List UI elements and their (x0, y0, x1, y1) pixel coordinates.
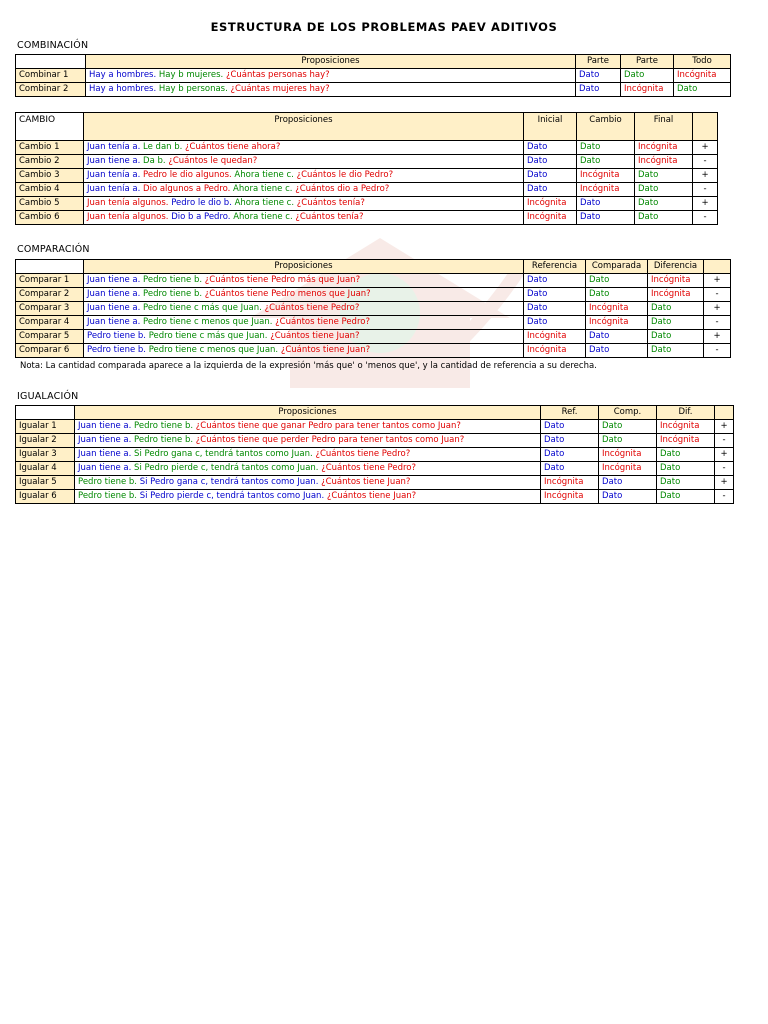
role-cell: Dato (648, 302, 704, 316)
table-row (16, 420, 734, 434)
proposition-cell (86, 69, 576, 83)
role-cell: Dato (635, 211, 693, 225)
proposition-cell (75, 420, 541, 434)
proposition-cell (84, 141, 524, 155)
operation-sign: - (715, 434, 734, 448)
role-cell: Dato (524, 274, 586, 288)
proposition-segment: Ahora tiene c. (234, 198, 297, 208)
proposition-cell (84, 197, 524, 211)
header-corner (16, 260, 84, 274)
column-header (704, 260, 731, 274)
proposition-segment: ¿Cuántos tiene que ganar Pedro para tener tantos como Juan? (195, 421, 461, 431)
row-label: Cambio 4 (16, 183, 84, 197)
row-label: Igualar 2 (16, 434, 75, 448)
role-cell: Dato (657, 490, 715, 504)
role-cell: Incógnita (648, 288, 704, 302)
cambio-table (15, 112, 718, 225)
proposition-cell (84, 169, 524, 183)
combinacion-table (15, 54, 731, 97)
role-cell: Incógnita (577, 183, 635, 197)
proposition-segment: Pedro le dio algunos. (143, 170, 235, 180)
role-cell: Dato (524, 169, 577, 183)
column-header: Ref. (541, 406, 599, 420)
column-header: Final (635, 113, 693, 141)
role-cell: Dato (586, 288, 648, 302)
column-header: Referencia (524, 260, 586, 274)
proposition-cell (84, 211, 524, 225)
proposition-segment: Pedro tiene c más que Juan. (148, 331, 271, 341)
proposition-cell (75, 434, 541, 448)
proposition-segment: Dio algunos a Pedro. (143, 184, 234, 194)
column-header: Comparada (586, 260, 648, 274)
role-cell: Incógnita (586, 316, 648, 330)
row-label: Igualar 4 (16, 462, 75, 476)
proposition-segment: Pedro tiene c menos que Juan. (148, 345, 281, 355)
proposition-cell (84, 330, 524, 344)
row-label: Combinar 1 (16, 69, 86, 83)
table-row (16, 330, 731, 344)
role-cell: Dato (599, 420, 657, 434)
role-cell: Dato (657, 448, 715, 462)
column-header: Proposiciones (86, 55, 576, 69)
role-cell: Dato (657, 476, 715, 490)
proposition-segment: ¿Cuántos tiene Juan? (326, 491, 417, 501)
table-row (16, 434, 734, 448)
role-cell: Incógnita (674, 69, 731, 83)
role-cell: Dato (576, 69, 621, 83)
role-cell: Dato (577, 197, 635, 211)
role-cell: Incógnita (524, 344, 586, 358)
proposition-cell (84, 274, 524, 288)
igualacion-table (15, 405, 734, 504)
proposition-segment: Hay a hombres. (89, 84, 159, 94)
role-cell: Dato (524, 288, 586, 302)
role-cell: Dato (524, 183, 577, 197)
operation-sign: - (704, 316, 731, 330)
proposition-cell (75, 490, 541, 504)
operation-sign: + (715, 448, 734, 462)
proposition-segment: Pedro tiene c más que Juan. (143, 303, 265, 313)
role-cell: Incógnita (635, 141, 693, 155)
proposition-segment: Juan tiene a. (87, 275, 144, 285)
proposition-segment: ¿Cuántos tiene que perder Pedro para tener tantos como Juan? (195, 435, 465, 445)
table-row (16, 344, 731, 358)
header-row (16, 406, 734, 420)
table-row (16, 448, 734, 462)
operation-sign: + (704, 274, 731, 288)
section-label-cambio: CAMBIO (16, 113, 84, 141)
operation-sign: + (715, 420, 734, 434)
table-row (16, 169, 718, 183)
proposition-cell (84, 288, 524, 302)
proposition-segment: Si Pedro gana c, tendrá tantos como Juan. (139, 477, 322, 487)
table-row (16, 462, 734, 476)
table-row (16, 197, 718, 211)
proposition-segment: ¿Cuántas personas hay? (225, 70, 330, 80)
role-cell: Dato (541, 448, 599, 462)
column-header: Proposiciones (84, 260, 524, 274)
column-header (693, 113, 718, 141)
proposition-segment: Juan tenía algunos. (87, 198, 172, 208)
proposition-segment: Si Pedro pierde c, tendrá tantos como Juan. (139, 491, 327, 501)
proposition-segment: ¿Cuántos tiene Juan? (270, 331, 360, 341)
row-label: Igualar 1 (16, 420, 75, 434)
table-row (16, 69, 731, 83)
row-label: Comparar 3 (16, 302, 84, 316)
role-cell: Dato (648, 316, 704, 330)
proposition-segment: Le dan b. (143, 142, 186, 152)
operation-sign: + (704, 330, 731, 344)
proposition-segment: Juan tiene a. (78, 435, 135, 445)
operation-sign: - (704, 344, 731, 358)
table-row (16, 211, 718, 225)
role-cell: Dato (577, 141, 635, 155)
operation-sign: + (693, 197, 718, 211)
role-cell: Incógnita (648, 274, 704, 288)
column-header: Proposiciones (75, 406, 541, 420)
section-label-igualacion: IGUALACIÓN (17, 391, 79, 402)
proposition-segment: Ahora tiene c. (234, 170, 297, 180)
role-cell: Dato (657, 462, 715, 476)
proposition-segment: Dio b a Pedro. (171, 212, 234, 222)
proposition-segment: Pedro tiene b. (78, 491, 140, 501)
role-cell: Dato (599, 434, 657, 448)
operation-sign: + (704, 302, 731, 316)
operation-sign: + (715, 476, 734, 490)
row-label: Cambio 6 (16, 211, 84, 225)
proposition-segment: Juan tiene a. (87, 289, 144, 299)
role-cell: Dato (635, 183, 693, 197)
header-row (16, 260, 731, 274)
role-cell: Dato (577, 155, 635, 169)
role-cell: Dato (599, 490, 657, 504)
column-header: Diferencia (648, 260, 704, 274)
role-cell: Dato (541, 420, 599, 434)
row-label: Igualar 6 (16, 490, 75, 504)
row-label: Cambio 1 (16, 141, 84, 155)
proposition-segment: Pedro tiene b. (134, 421, 196, 431)
operation-sign: + (693, 169, 718, 183)
table-row (16, 476, 734, 490)
proposition-segment: Juan tiene a. (78, 449, 135, 459)
proposition-segment: ¿Cuántos tiene Pedro? (264, 303, 360, 313)
role-cell: Dato (648, 330, 704, 344)
column-header: Parte (621, 55, 674, 69)
row-label: Igualar 3 (16, 448, 75, 462)
operation-sign: - (693, 155, 718, 169)
role-cell: Dato (524, 302, 586, 316)
proposition-segment: Pedro tiene b. (87, 345, 149, 355)
proposition-segment: Hay b mujeres. (158, 70, 226, 80)
page-title: ESTRUCTURA DE LOS PROBLEMAS PAEV ADITIVOS (210, 20, 558, 34)
row-label: Cambio 2 (16, 155, 84, 169)
role-cell: Dato (586, 330, 648, 344)
proposition-segment: ¿Cuántos tiene Pedro? (321, 463, 417, 473)
role-cell: Dato (635, 197, 693, 211)
role-cell: Dato (621, 69, 674, 83)
role-cell: Dato (648, 344, 704, 358)
proposition-cell (75, 476, 541, 490)
column-header: Proposiciones (84, 113, 524, 141)
proposition-segment: ¿Cuántos dio a Pedro? (295, 184, 390, 194)
row-label: Comparar 5 (16, 330, 84, 344)
proposition-segment: Juan tiene a. (78, 421, 135, 431)
role-cell: Incógnita (599, 462, 657, 476)
role-cell: Incógnita (657, 434, 715, 448)
comparacion-table (15, 259, 731, 358)
operation-sign: + (693, 141, 718, 155)
operation-sign: - (693, 183, 718, 197)
proposition-segment: Pedro tiene c menos que Juan. (143, 317, 276, 327)
proposition-segment: Si Pedro pierde c, tendrá tantos como Juan. (134, 463, 322, 473)
header-row (16, 113, 718, 141)
table-row (16, 302, 731, 316)
proposition-cell (84, 344, 524, 358)
proposition-segment: Pedro tiene b. (143, 275, 205, 285)
role-cell: Incógnita (541, 476, 599, 490)
proposition-segment: ¿Cuántos tiene Pedro menos que Juan? (204, 289, 371, 299)
proposition-cell (86, 83, 576, 97)
proposition-segment: Hay b personas. (158, 84, 231, 94)
proposition-segment: Juan tenía a. (87, 184, 144, 194)
proposition-segment: Ahora tiene c. (233, 212, 296, 222)
section-label-comparacion: COMPARACIÓN (17, 244, 90, 255)
proposition-segment: Si Pedro gana c, tendrá tantos como Juan. (134, 449, 316, 459)
role-cell: Incógnita (586, 302, 648, 316)
proposition-segment: Juan tenía a. (87, 142, 144, 152)
role-cell: Dato (586, 344, 648, 358)
proposition-segment: Juan tenía a. (87, 170, 144, 180)
role-cell: Dato (524, 316, 586, 330)
proposition-segment: ¿Cuántos tenía? (296, 198, 365, 208)
operation-sign: - (715, 462, 734, 476)
table-row (16, 274, 731, 288)
table-row (16, 183, 718, 197)
row-label: Comparar 1 (16, 274, 84, 288)
table-row (16, 83, 731, 97)
proposition-segment: ¿Cuántos tenía? (295, 212, 364, 222)
proposition-segment: Juan tenía algunos. (87, 212, 172, 222)
proposition-segment: Juan tiene a. (78, 463, 135, 473)
comparacion-note: Nota: La cantidad comparada aparece a la izquierda de la expresión 'más que' o 'menos que', y la cantidad de referencia a su derecha. (20, 361, 597, 371)
proposition-segment: Pedro tiene b. (78, 477, 140, 487)
role-cell: Incógnita (541, 490, 599, 504)
role-cell: Dato (524, 141, 577, 155)
role-cell: Incógnita (599, 448, 657, 462)
role-cell: Incógnita (577, 169, 635, 183)
proposition-segment: ¿Cuántos tiene Pedro? (275, 317, 370, 327)
proposition-segment: Pedro tiene b. (134, 435, 196, 445)
role-cell: Dato (541, 462, 599, 476)
column-header: Dif. (657, 406, 715, 420)
role-cell: Dato (577, 211, 635, 225)
table-row (16, 141, 718, 155)
proposition-segment: Juan tiene a. (87, 156, 144, 166)
row-label: Comparar 2 (16, 288, 84, 302)
table-row (16, 155, 718, 169)
table-row (16, 316, 731, 330)
operation-sign: - (693, 211, 718, 225)
row-label: Combinar 2 (16, 83, 86, 97)
proposition-segment: Pedro tiene b. (143, 289, 205, 299)
row-label: Comparar 4 (16, 316, 84, 330)
column-header: Parte (576, 55, 621, 69)
column-header: Cambio (577, 113, 635, 141)
header-corner (16, 406, 75, 420)
proposition-segment: Hay a hombres. (89, 70, 159, 80)
role-cell: Incógnita (524, 197, 577, 211)
proposition-cell (75, 462, 541, 476)
header-corner (16, 55, 86, 69)
proposition-segment: Ahora tiene c. (233, 184, 296, 194)
role-cell: Incógnita (621, 83, 674, 97)
proposition-segment: ¿Cuántas mujeres hay? (230, 84, 330, 94)
column-header: Comp. (599, 406, 657, 420)
role-cell: Dato (635, 169, 693, 183)
proposition-cell (84, 183, 524, 197)
proposition-segment: Juan tiene a. (87, 303, 144, 313)
proposition-segment: Juan tiene a. (87, 317, 144, 327)
proposition-segment: ¿Cuántos tiene Pedro más que Juan? (204, 275, 361, 285)
role-cell: Incógnita (524, 330, 586, 344)
role-cell: Dato (674, 83, 731, 97)
row-label: Comparar 6 (16, 344, 84, 358)
table-row (16, 288, 731, 302)
operation-sign: - (715, 490, 734, 504)
proposition-segment: Pedro le dio b. (171, 198, 235, 208)
role-cell: Dato (524, 155, 577, 169)
column-header: Inicial (524, 113, 577, 141)
proposition-segment: ¿Cuántos tiene Juan? (321, 477, 411, 487)
proposition-cell (84, 155, 524, 169)
proposition-segment: Pedro tiene b. (87, 331, 149, 341)
proposition-segment: ¿Cuántos tiene Juan? (280, 345, 371, 355)
role-cell: Incógnita (657, 420, 715, 434)
section-label-combinacion: COMBINACIÓN (17, 40, 89, 51)
row-label: Cambio 5 (16, 197, 84, 211)
role-cell: Dato (586, 274, 648, 288)
role-cell: Incógnita (635, 155, 693, 169)
proposition-cell (75, 448, 541, 462)
operation-sign: - (704, 288, 731, 302)
proposition-segment: ¿Cuántos tiene Pedro? (315, 449, 411, 459)
column-header (715, 406, 734, 420)
proposition-segment: ¿Cuántos tiene ahora? (185, 142, 281, 152)
role-cell: Incógnita (524, 211, 577, 225)
row-label: Igualar 5 (16, 476, 75, 490)
column-header: Todo (674, 55, 731, 69)
header-row (16, 55, 731, 69)
proposition-segment: ¿Cuántos le dio Pedro? (296, 170, 394, 180)
proposition-cell (84, 316, 524, 330)
row-label: Cambio 3 (16, 169, 84, 183)
proposition-cell (84, 302, 524, 316)
proposition-segment: ¿Cuántos le quedan? (168, 156, 258, 166)
table-row (16, 490, 734, 504)
proposition-segment: Da b. (143, 156, 169, 166)
role-cell: Dato (541, 434, 599, 448)
role-cell: Dato (576, 83, 621, 97)
role-cell: Dato (599, 476, 657, 490)
